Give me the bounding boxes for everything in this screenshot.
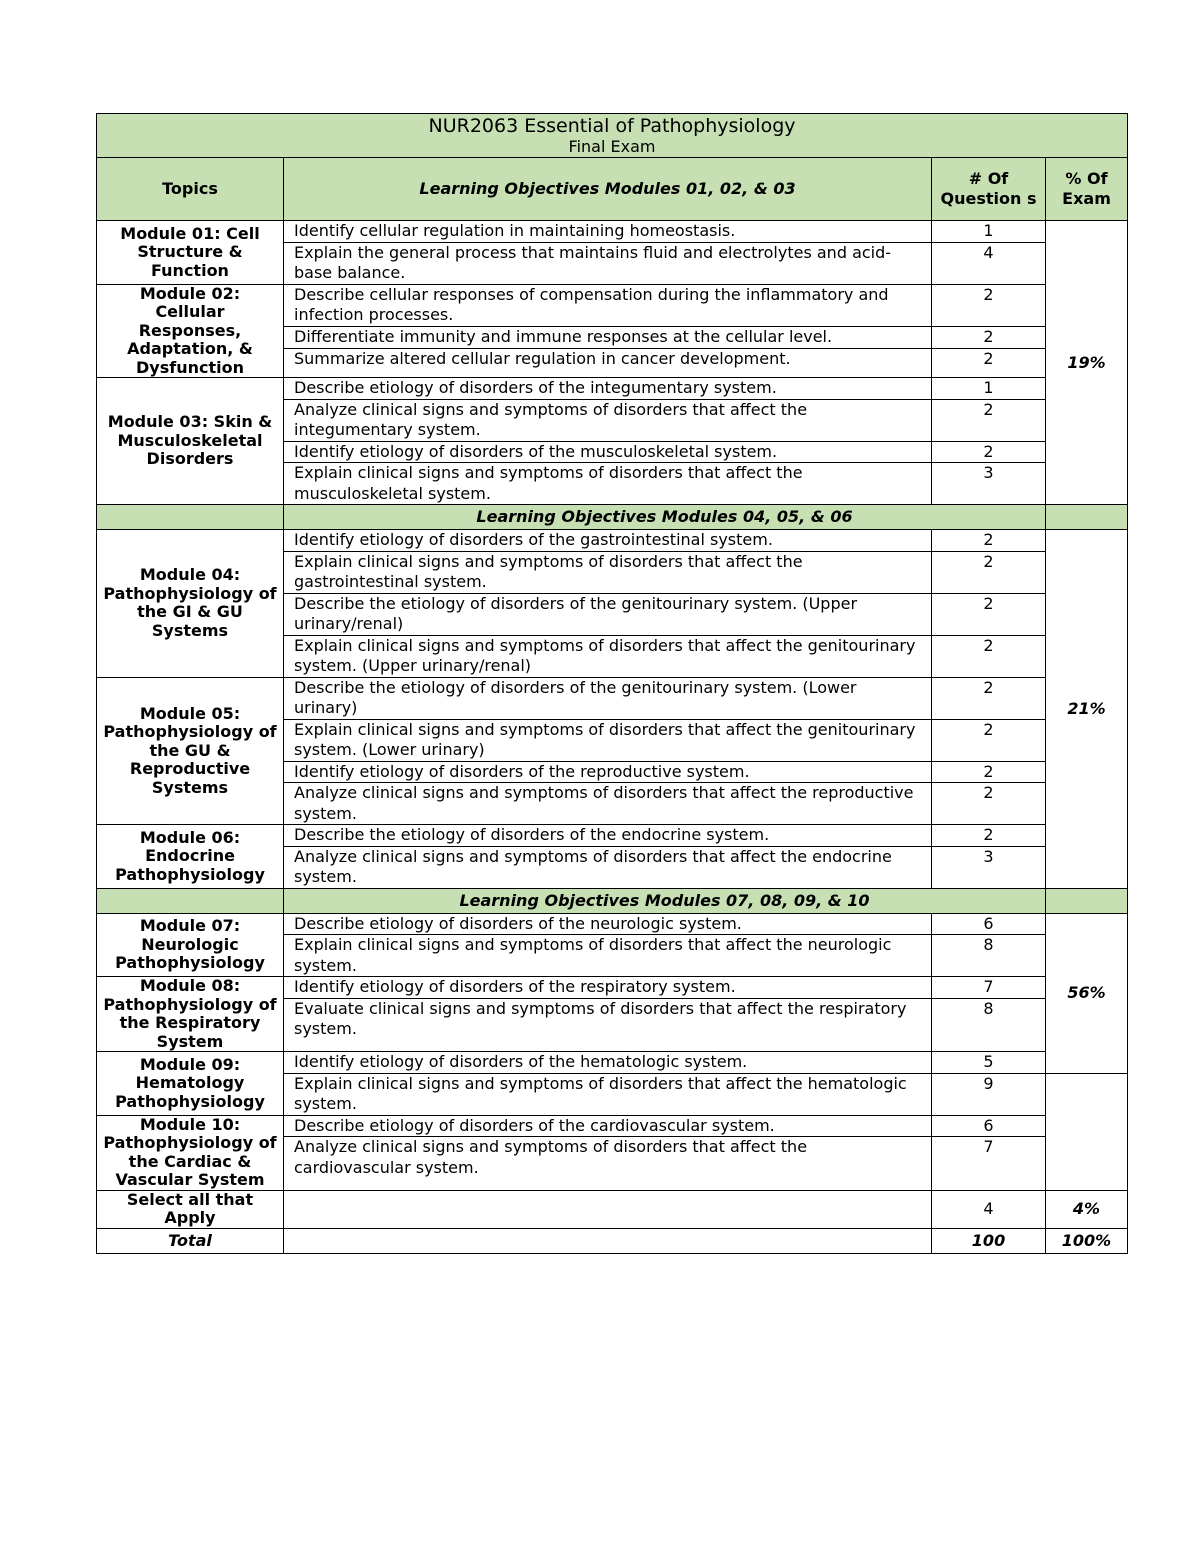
question-count: 2 [932, 593, 1046, 635]
percent-section-2: 21% [1046, 530, 1128, 889]
question-count: 2 [932, 825, 1046, 847]
objective-text: Explain clinical signs and symptoms of disorders that affect the genitourinary system. (Upper urinary/renal) [284, 635, 932, 677]
objective-text: Analyze clinical signs and symptoms of disorders that affect the endocrine system. [284, 846, 932, 888]
question-count: 8 [932, 998, 1046, 1051]
objective-text: Explain clinical signs and symptoms of disorders that affect the genitourinary system. (Lower urinary) [284, 719, 932, 761]
objective-text: Describe the etiology of disorders of the endocrine system. [284, 825, 932, 847]
objective-text: Identify etiology of disorders of the musculoskeletal system. [284, 441, 932, 463]
select-all-objective-blank [284, 1190, 932, 1228]
objective-text: Describe cellular responses of compensation during the inflammatory and infection processes. [284, 284, 932, 326]
section-2-heading: Learning Objectives Modules 04, 05, & 06 [284, 505, 1046, 530]
total-label: Total [97, 1228, 284, 1253]
question-count: 1 [932, 378, 1046, 400]
section-3-spacer [97, 888, 284, 913]
objective-text: Identify etiology of disorders of the respiratory system. [284, 977, 932, 999]
module-09-topic: Module 09: Hematology Pathophysiology [97, 1052, 284, 1116]
question-count: 2 [932, 719, 1046, 761]
module-04-topic: Module 04: Pathophysiology of the GI & GU Systems [97, 530, 284, 678]
total-percent: 100% [1046, 1228, 1128, 1253]
module-01-topic: Module 01: Cell Structure & Function [97, 221, 284, 285]
module-07-topic: Module 07: Neurologic Pathophysiology [97, 913, 284, 977]
exam-title: NUR2063 Essential of Pathophysiology [428, 115, 796, 137]
question-count: 2 [932, 284, 1046, 326]
objective-text: Differentiate immunity and immune responses at the cellular level. [284, 326, 932, 348]
question-count: 2 [932, 761, 1046, 783]
question-count: 2 [932, 677, 1046, 719]
section-3-heading: Learning Objectives Modules 07, 08, 09, & 10 [284, 888, 1046, 913]
question-count: 2 [932, 441, 1046, 463]
module-05-topic: Module 05: Pathophysiology of the GU & Reproductive Systems [97, 677, 284, 825]
question-count: 2 [932, 326, 1046, 348]
exam-subtitle: Final Exam [568, 137, 656, 156]
percent-blank [1046, 1073, 1128, 1190]
header-percent: % Of Exam [1046, 158, 1128, 221]
objective-text: Explain clinical signs and symptoms of disorders that affect the neurologic system. [284, 935, 932, 977]
objective-text: Describe the etiology of disorders of the genitourinary system. (Lower urinary) [284, 677, 932, 719]
module-06-topic: Module 06: Endocrine Pathophysiology [97, 825, 284, 889]
question-count: 1 [932, 221, 1046, 243]
question-count: 2 [932, 530, 1046, 552]
question-count: 7 [932, 977, 1046, 999]
select-all-topic: Select all that Apply [97, 1190, 284, 1228]
select-all-count: 4 [932, 1190, 1046, 1228]
section-2-spacer [97, 505, 284, 530]
question-count: 5 [932, 1052, 1046, 1074]
objective-text: Explain clinical signs and symptoms of disorders that affect the musculoskeletal system. [284, 463, 932, 505]
question-count: 3 [932, 463, 1046, 505]
percent-section-1: 19% [1046, 221, 1128, 505]
objective-text: Identify etiology of disorders of the hematologic system. [284, 1052, 932, 1074]
objective-text: Identify cellular regulation in maintaining homeostasis. [284, 221, 932, 243]
title-cell [97, 114, 1128, 158]
objective-text: Evaluate clinical signs and symptoms of disorders that affect the respiratory system. [284, 998, 932, 1051]
question-count: 2 [932, 399, 1046, 441]
question-count: 8 [932, 935, 1046, 977]
header-questions: # Of Question s [932, 158, 1046, 221]
objective-text: Explain clinical signs and symptoms of disorders that affect the hematologic system. [284, 1073, 932, 1115]
objective-text: Analyze clinical signs and symptoms of disorders that affect the cardiovascular system. [284, 1137, 932, 1190]
question-count: 3 [932, 846, 1046, 888]
module-08-topic: Module 08: Pathophysiology of the Respiratory System [97, 977, 284, 1052]
objective-text: Describe etiology of disorders of the neurologic system. [284, 913, 932, 935]
objective-text: Analyze clinical signs and symptoms of disorders that affect the reproductive system. [284, 783, 932, 825]
section-3-spacer-right [1046, 888, 1128, 913]
module-03-topic: Module 03: Skin & Musculoskeletal Disorders [97, 378, 284, 505]
objective-text: Describe etiology of disorders of the cardiovascular system. [284, 1115, 932, 1137]
objective-text: Describe the etiology of disorders of the genitourinary system. (Upper urinary/renal) [284, 593, 932, 635]
module-02-topic: Module 02: Cellular Responses, Adaptation, & Dysfunction [97, 284, 284, 378]
exam-blueprint-table [96, 113, 1128, 1254]
objective-text: Analyze clinical signs and symptoms of disorders that affect the integumentary system. [284, 399, 932, 441]
objective-text: Summarize altered cellular regulation in cancer development. [284, 348, 932, 377]
question-count: 6 [932, 913, 1046, 935]
percent-section-3: 56% [1046, 913, 1128, 1073]
question-count: 4 [932, 242, 1046, 284]
module-10-topic: Module 10: Pathophysiology of the Cardiac & Vascular System [97, 1115, 284, 1190]
total-objective-blank [284, 1228, 932, 1253]
header-objectives: Learning Objectives Modules 01, 02, & 03 [284, 158, 932, 221]
question-count: 2 [932, 783, 1046, 825]
question-count: 7 [932, 1137, 1046, 1190]
objective-text: Explain clinical signs and symptoms of disorders that affect the gastrointestinal system. [284, 551, 932, 593]
total-count: 100 [932, 1228, 1046, 1253]
question-count: 9 [932, 1073, 1046, 1115]
header-topics: Topics [97, 158, 284, 221]
question-count: 2 [932, 348, 1046, 377]
objective-text: Identify etiology of disorders of the gastrointestinal system. [284, 530, 932, 552]
select-all-percent: 4% [1046, 1190, 1128, 1228]
question-count: 2 [932, 551, 1046, 593]
objective-text: Identify etiology of disorders of the reproductive system. [284, 761, 932, 783]
section-2-spacer-right [1046, 505, 1128, 530]
question-count: 2 [932, 635, 1046, 677]
objective-text: Describe etiology of disorders of the integumentary system. [284, 378, 932, 400]
objective-text: Explain the general process that maintains fluid and electrolytes and acid-base balance. [284, 242, 932, 284]
question-count: 6 [932, 1115, 1046, 1137]
